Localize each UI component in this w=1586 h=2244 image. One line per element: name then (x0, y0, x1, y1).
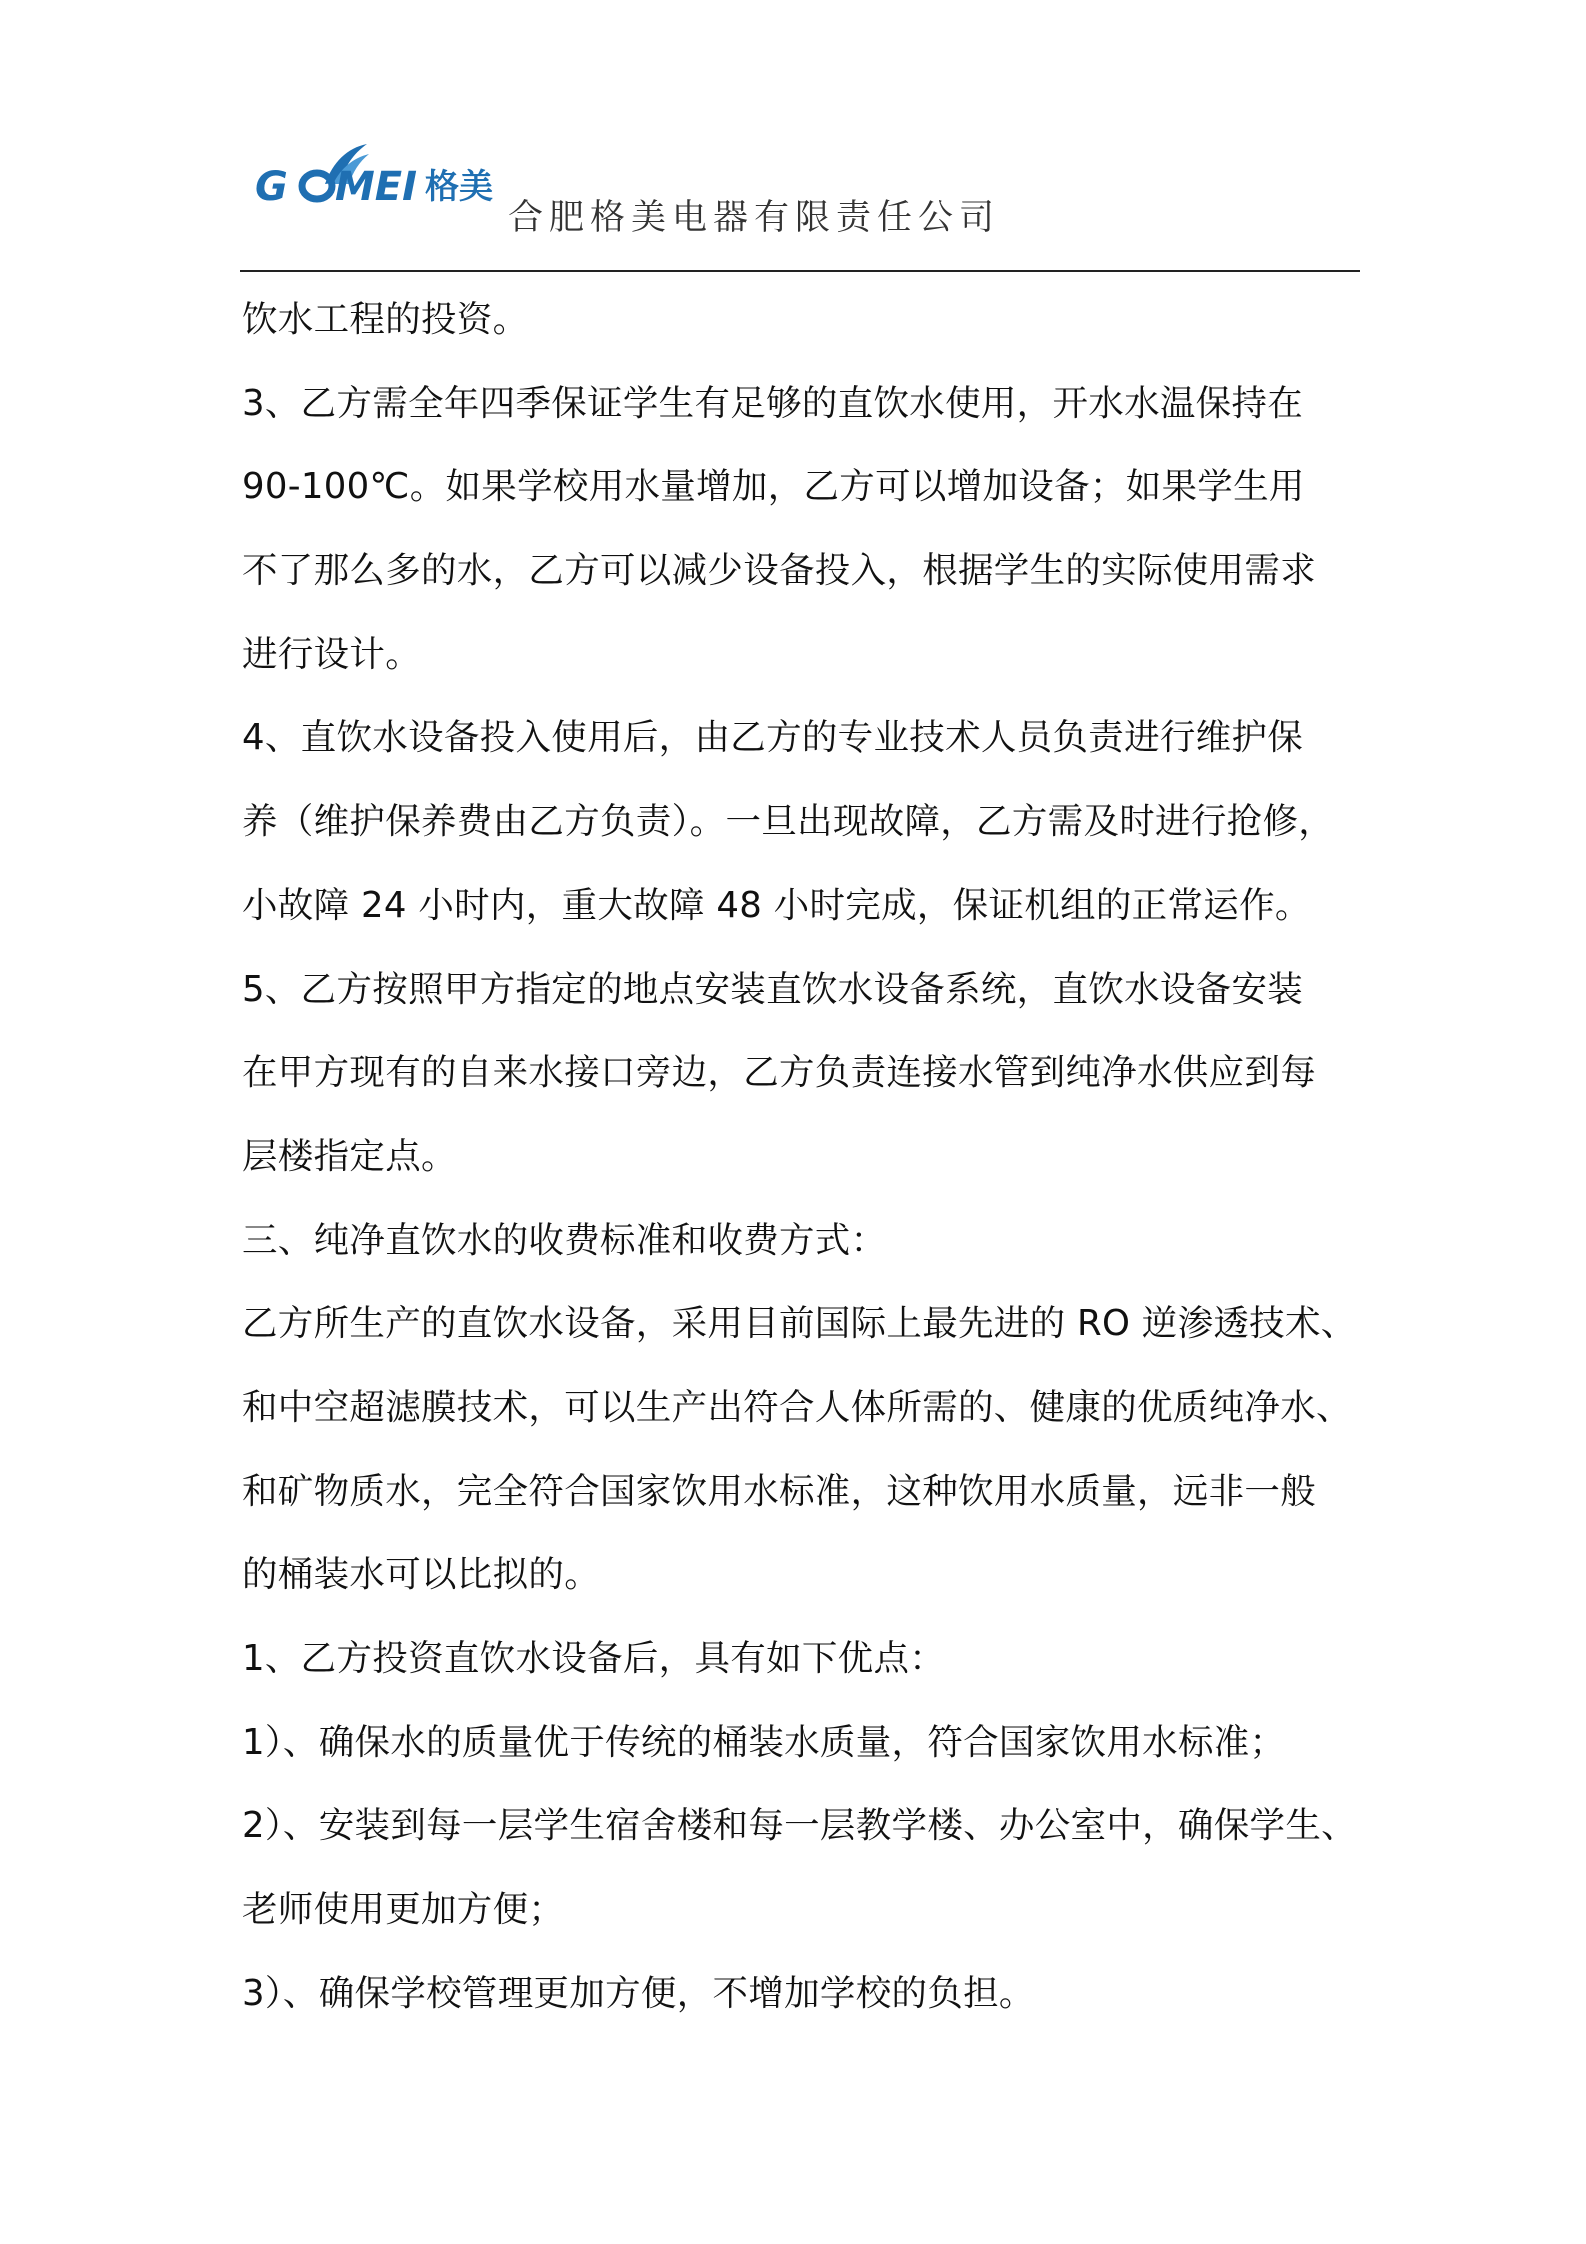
text-line: 乙方所生产的直饮水设备，采用目前国际上最先进的 RO 逆渗透技术、 (242, 1303, 1357, 1345)
text-line: 1）、确保水的质量优于传统的桶装水质量，符合国家饮用水标准； (242, 1721, 1286, 1763)
text-line: 2）、安装到每一层学生宿舍楼和每一层教学楼、办公室中，确保学生、 (242, 1805, 1357, 1847)
text-line: 小故障 24 小时内，重大故障 48 小时完成，保证机组的正常运作。 (242, 884, 1311, 926)
svg-text:格美: 格美 (425, 167, 493, 207)
text-line: 进行设计。 (242, 633, 422, 675)
text-line: 和矿物质水，完全符合国家饮用水标准，这种饮用水质量，远非一般 (242, 1470, 1317, 1512)
text-line: 3）、确保学校管理更加方便，不增加学校的负担。 (242, 1972, 1035, 2014)
text-line: 90-100℃。如果学校用水量增加，乙方可以增加设备；如果学生用 (242, 466, 1305, 508)
text-line: 不了那么多的水，乙方可以减少设备投入，根据学生的实际使用需求 (242, 550, 1317, 592)
text-line: 饮水工程的投资。 (242, 299, 529, 340)
gomei-logo-icon (255, 140, 505, 210)
text-line: 养（维护保养费由乙方负责）。一旦出现故障，乙方需及时进行抢修， (242, 801, 1335, 843)
svg-text:G: G (255, 164, 288, 210)
text-line: 5、乙方按照甲方指定的地点安装直饮水设备系统，直饮水设备安装 (242, 968, 1304, 1010)
text-line: 在甲方现有的自来水接口旁边，乙方负责连接水管到纯净水供应到每 (242, 1052, 1317, 1094)
header-divider (240, 270, 1360, 272)
letterhead (240, 130, 1360, 270)
text-line: 1、乙方投资直饮水设备后，具有如下优点： (242, 1638, 946, 1679)
text-line: 的桶装水可以比拟的。 (242, 1554, 601, 1596)
text-line: 3、乙方需全年四季保证学生有足够的直饮水使用，开水水温保持在 (242, 382, 1304, 424)
text-line: 4、直饮水设备投入使用后，由乙方的专业技术人员负责进行维护保 (242, 717, 1304, 759)
document-body (242, 278, 1382, 2035)
text-line: 老师使用更加方便； (242, 1889, 565, 1931)
text-line: 和中空超滤膜技术，可以生产出符合人体所需的、健康的优质纯净水、 (242, 1386, 1352, 1428)
company-name: 合肥格美电器有限责任公司 (508, 198, 1001, 238)
text-line: 层楼指定点。 (242, 1135, 457, 1177)
section-heading: 三、纯净直饮水的收费标准和收费方式： (242, 1219, 887, 1261)
svg-text:MEI: MEI (335, 164, 418, 210)
